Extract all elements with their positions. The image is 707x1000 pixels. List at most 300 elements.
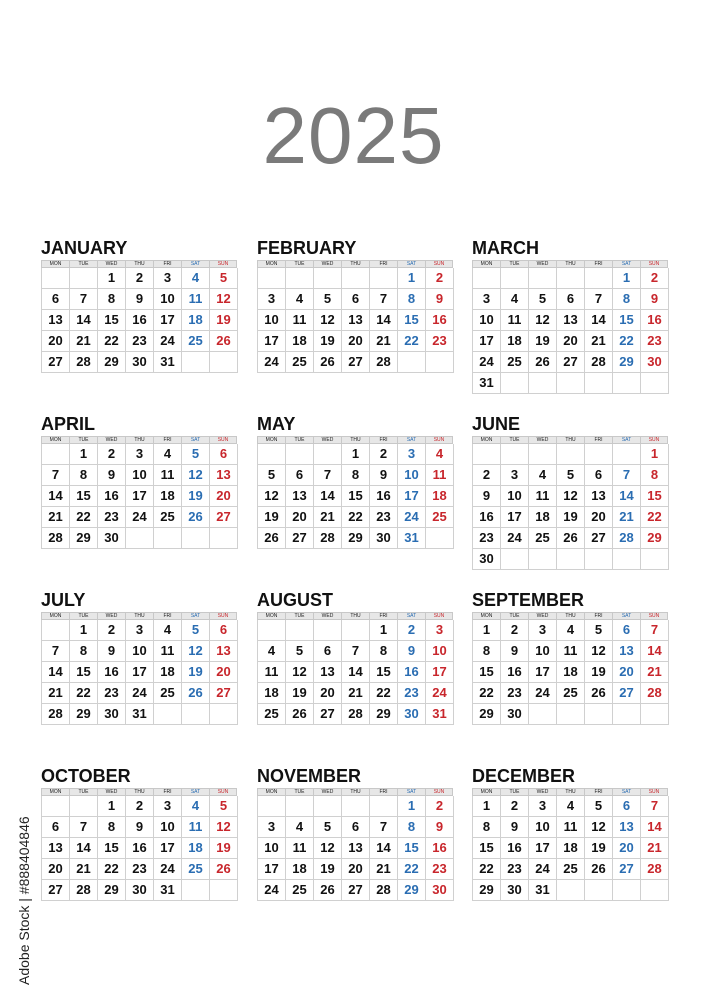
day-cell: 7 [370, 817, 398, 838]
weekday-thu: THU [556, 788, 584, 796]
day-cell: 19 [210, 838, 238, 859]
day-cell: 1 [613, 268, 641, 289]
month-name: JANUARY [41, 238, 128, 258]
day-cell: 29 [370, 704, 398, 725]
empty-cell [258, 796, 286, 817]
day-cell: 12 [585, 817, 613, 838]
day-grid [41, 796, 237, 901]
day-cell: 25 [557, 859, 585, 880]
day-cell: 17 [126, 486, 154, 507]
day-cell: 12 [258, 486, 286, 507]
day-cell: 14 [342, 662, 370, 683]
month-october [41, 765, 237, 901]
day-cell: 2 [98, 620, 126, 641]
empty-cell [258, 620, 286, 641]
weekday-sat: SAT [181, 788, 209, 796]
weekday-thu: THU [125, 788, 153, 796]
day-cell: 1 [70, 620, 98, 641]
day-cell: 6 [342, 817, 370, 838]
day-cell: 5 [585, 796, 613, 817]
day-cell: 5 [529, 289, 557, 310]
empty-cell [501, 549, 529, 570]
day-cell: 26 [258, 528, 286, 549]
day-cell: 25 [154, 683, 182, 704]
day-cell: 8 [473, 641, 501, 662]
day-cell: 3 [258, 817, 286, 838]
day-cell: 29 [98, 880, 126, 901]
month-name: MAY [257, 414, 296, 434]
day-cell: 6 [286, 465, 314, 486]
day-cell: 29 [98, 352, 126, 373]
weekday-sat: SAT [397, 260, 425, 268]
day-cell: 29 [70, 528, 98, 549]
weekday-mon: MON [472, 436, 500, 444]
weekday-mon: MON [41, 788, 69, 796]
empty-cell [286, 620, 314, 641]
day-cell: 30 [126, 880, 154, 901]
day-cell: 12 [585, 641, 613, 662]
day-cell: 3 [398, 444, 426, 465]
weekday-sun: SUN [425, 260, 453, 268]
day-cell: 6 [314, 641, 342, 662]
empty-cell [473, 444, 501, 465]
day-cell: 2 [126, 796, 154, 817]
day-cell: 15 [370, 662, 398, 683]
day-cell: 12 [182, 465, 210, 486]
weekday-tue: TUE [69, 788, 97, 796]
day-cell: 14 [70, 310, 98, 331]
day-cell: 27 [286, 528, 314, 549]
weekday-header [472, 612, 668, 620]
weekday-mon: MON [41, 436, 69, 444]
day-cell: 15 [613, 310, 641, 331]
day-cell: 5 [314, 817, 342, 838]
weekday-tue: TUE [69, 612, 97, 620]
day-cell: 16 [473, 507, 501, 528]
day-cell: 26 [210, 331, 238, 352]
month-may [257, 413, 453, 549]
weekday-tue: TUE [500, 260, 528, 268]
day-cell: 14 [42, 662, 70, 683]
day-cell: 20 [342, 331, 370, 352]
day-cell: 3 [154, 796, 182, 817]
day-cell: 21 [370, 859, 398, 880]
day-cell: 29 [613, 352, 641, 373]
weekday-sun: SUN [640, 260, 668, 268]
day-cell: 28 [70, 352, 98, 373]
day-cell: 7 [641, 796, 669, 817]
day-cell: 23 [126, 331, 154, 352]
empty-cell [258, 268, 286, 289]
month-name: APRIL [41, 414, 95, 434]
day-cell: 18 [501, 331, 529, 352]
empty-cell [501, 373, 529, 394]
day-cell: 16 [370, 486, 398, 507]
day-cell: 13 [342, 838, 370, 859]
weekday-fri: FRI [584, 260, 612, 268]
day-cell: 25 [258, 704, 286, 725]
day-cell: 27 [342, 880, 370, 901]
day-cell: 6 [210, 444, 238, 465]
day-cell: 11 [501, 310, 529, 331]
day-cell: 9 [426, 817, 454, 838]
empty-cell [342, 796, 370, 817]
empty-cell [529, 704, 557, 725]
day-cell: 6 [613, 620, 641, 641]
day-cell: 12 [314, 310, 342, 331]
day-cell: 26 [182, 507, 210, 528]
weekday-thu: THU [556, 436, 584, 444]
month-november [257, 765, 453, 901]
day-cell: 6 [210, 620, 238, 641]
day-cell: 17 [501, 507, 529, 528]
day-cell: 23 [126, 859, 154, 880]
month-february [257, 237, 453, 373]
day-cell: 21 [70, 331, 98, 352]
day-cell: 30 [126, 352, 154, 373]
day-grid [41, 268, 237, 373]
day-cell: 10 [126, 465, 154, 486]
day-cell: 9 [473, 486, 501, 507]
day-cell: 22 [473, 859, 501, 880]
month-name: FEBRUARY [257, 238, 357, 258]
day-cell: 20 [210, 662, 238, 683]
weekday-fri: FRI [369, 612, 397, 620]
month-name: AUGUST [257, 590, 333, 610]
day-cell: 3 [126, 620, 154, 641]
day-cell: 2 [501, 620, 529, 641]
day-cell: 24 [529, 859, 557, 880]
day-cell: 5 [210, 268, 238, 289]
day-cell: 28 [585, 352, 613, 373]
weekday-header [41, 788, 237, 796]
weekday-fri: FRI [584, 436, 612, 444]
day-cell: 5 [210, 796, 238, 817]
day-cell: 17 [258, 859, 286, 880]
day-cell: 7 [641, 620, 669, 641]
day-cell: 28 [314, 528, 342, 549]
weekday-wed: WED [528, 612, 556, 620]
day-cell: 23 [473, 528, 501, 549]
empty-cell [182, 528, 210, 549]
day-cell: 17 [258, 331, 286, 352]
day-cell: 18 [286, 859, 314, 880]
day-cell: 18 [154, 662, 182, 683]
day-cell: 10 [426, 641, 454, 662]
day-cell: 28 [613, 528, 641, 549]
weekday-mon: MON [257, 436, 285, 444]
day-cell: 8 [613, 289, 641, 310]
day-cell: 4 [286, 289, 314, 310]
weekday-wed: WED [528, 788, 556, 796]
day-cell: 14 [641, 817, 669, 838]
day-cell: 22 [98, 331, 126, 352]
day-cell: 22 [473, 683, 501, 704]
weekday-wed: WED [97, 612, 125, 620]
empty-cell [314, 796, 342, 817]
weekday-header [472, 436, 668, 444]
day-cell: 1 [398, 796, 426, 817]
day-cell: 16 [98, 486, 126, 507]
day-cell: 30 [501, 880, 529, 901]
day-cell: 15 [398, 310, 426, 331]
day-cell: 20 [42, 859, 70, 880]
empty-cell [370, 268, 398, 289]
empty-cell [210, 880, 238, 901]
weekday-fri: FRI [153, 260, 181, 268]
weekday-wed: WED [528, 436, 556, 444]
day-cell: 10 [398, 465, 426, 486]
weekday-wed: WED [313, 260, 341, 268]
day-cell: 18 [286, 331, 314, 352]
day-cell: 1 [370, 620, 398, 641]
weekday-thu: THU [125, 612, 153, 620]
day-cell: 30 [501, 704, 529, 725]
day-cell: 3 [529, 796, 557, 817]
day-cell: 2 [126, 268, 154, 289]
day-cell: 15 [473, 838, 501, 859]
day-cell: 18 [529, 507, 557, 528]
day-cell: 3 [501, 465, 529, 486]
empty-cell [613, 704, 641, 725]
weekday-sun: SUN [640, 788, 668, 796]
empty-cell [529, 373, 557, 394]
day-cell: 25 [154, 507, 182, 528]
day-cell: 19 [557, 507, 585, 528]
day-cell: 4 [501, 289, 529, 310]
day-cell: 13 [210, 465, 238, 486]
empty-cell [557, 444, 585, 465]
weekday-tue: TUE [500, 436, 528, 444]
empty-cell [210, 704, 238, 725]
day-cell: 29 [473, 880, 501, 901]
day-cell: 4 [557, 620, 585, 641]
month-name: JULY [41, 590, 86, 610]
day-cell: 18 [557, 838, 585, 859]
day-cell: 27 [557, 352, 585, 373]
day-cell: 12 [210, 289, 238, 310]
weekday-sat: SAT [397, 612, 425, 620]
weekday-fri: FRI [369, 260, 397, 268]
empty-cell [42, 444, 70, 465]
month-name: MARCH [472, 238, 539, 258]
weekday-sun: SUN [209, 612, 237, 620]
day-cell: 11 [154, 465, 182, 486]
day-cell: 12 [182, 641, 210, 662]
empty-cell [557, 704, 585, 725]
day-cell: 31 [473, 373, 501, 394]
day-cell: 17 [529, 838, 557, 859]
weekday-sat: SAT [397, 788, 425, 796]
day-cell: 21 [42, 683, 70, 704]
weekday-sat: SAT [181, 436, 209, 444]
day-cell: 29 [70, 704, 98, 725]
day-cell: 2 [398, 620, 426, 641]
day-cell: 24 [426, 683, 454, 704]
day-cell: 4 [258, 641, 286, 662]
day-cell: 19 [210, 310, 238, 331]
day-cell: 17 [426, 662, 454, 683]
empty-cell [585, 704, 613, 725]
weekday-mon: MON [257, 260, 285, 268]
day-cell: 7 [70, 817, 98, 838]
day-cell: 23 [426, 859, 454, 880]
day-cell: 30 [98, 528, 126, 549]
day-cell: 24 [126, 683, 154, 704]
day-cell: 17 [529, 662, 557, 683]
day-cell: 24 [529, 683, 557, 704]
day-cell: 19 [529, 331, 557, 352]
day-cell: 12 [286, 662, 314, 683]
day-cell: 29 [641, 528, 669, 549]
day-cell: 9 [501, 641, 529, 662]
empty-cell [641, 373, 669, 394]
month-name: NOVEMBER [257, 766, 362, 786]
day-cell: 16 [126, 310, 154, 331]
day-cell: 26 [210, 859, 238, 880]
day-cell: 27 [585, 528, 613, 549]
day-cell: 5 [182, 444, 210, 465]
day-cell: 21 [370, 331, 398, 352]
weekday-fri: FRI [369, 436, 397, 444]
empty-cell [314, 620, 342, 641]
day-cell: 7 [370, 289, 398, 310]
day-cell: 11 [529, 486, 557, 507]
day-cell: 17 [398, 486, 426, 507]
weekday-header [41, 260, 237, 268]
day-cell: 15 [398, 838, 426, 859]
day-cell: 18 [258, 683, 286, 704]
day-cell: 11 [426, 465, 454, 486]
weekday-wed: WED [313, 612, 341, 620]
day-cell: 16 [426, 310, 454, 331]
day-cell: 9 [98, 641, 126, 662]
weekday-wed: WED [313, 788, 341, 796]
weekday-tue: TUE [69, 436, 97, 444]
empty-cell [182, 880, 210, 901]
day-cell: 20 [342, 859, 370, 880]
day-cell: 4 [182, 268, 210, 289]
day-cell: 11 [258, 662, 286, 683]
day-cell: 13 [314, 662, 342, 683]
month-december [472, 765, 668, 901]
day-cell: 20 [42, 331, 70, 352]
day-cell: 13 [585, 486, 613, 507]
day-cell: 1 [473, 620, 501, 641]
day-cell: 1 [98, 796, 126, 817]
empty-cell [398, 352, 426, 373]
empty-cell [210, 352, 238, 373]
day-cell: 29 [473, 704, 501, 725]
day-cell: 7 [42, 641, 70, 662]
day-cell: 30 [426, 880, 454, 901]
month-march [472, 237, 668, 394]
weekday-sat: SAT [181, 612, 209, 620]
day-cell: 7 [70, 289, 98, 310]
day-cell: 8 [70, 641, 98, 662]
day-cell: 19 [585, 662, 613, 683]
day-cell: 24 [258, 880, 286, 901]
day-cell: 6 [613, 796, 641, 817]
day-cell: 13 [342, 310, 370, 331]
empty-cell [314, 444, 342, 465]
empty-cell [585, 268, 613, 289]
empty-cell [641, 704, 669, 725]
empty-cell [342, 620, 370, 641]
day-cell: 16 [641, 310, 669, 331]
day-cell: 29 [398, 880, 426, 901]
day-cell: 17 [154, 838, 182, 859]
day-cell: 3 [258, 289, 286, 310]
day-cell: 22 [370, 683, 398, 704]
day-cell: 11 [286, 838, 314, 859]
empty-cell [42, 268, 70, 289]
weekday-mon: MON [257, 788, 285, 796]
day-cell: 4 [529, 465, 557, 486]
day-cell: 14 [613, 486, 641, 507]
day-grid [472, 620, 668, 725]
empty-cell [473, 268, 501, 289]
weekday-sat: SAT [612, 436, 640, 444]
empty-cell [557, 373, 585, 394]
weekday-header [257, 436, 453, 444]
day-cell: 24 [473, 352, 501, 373]
day-cell: 10 [258, 310, 286, 331]
day-cell: 16 [501, 662, 529, 683]
month-name: DECEMBER [472, 766, 576, 786]
day-cell: 4 [557, 796, 585, 817]
day-cell: 19 [182, 486, 210, 507]
empty-cell [126, 528, 154, 549]
day-cell: 21 [42, 507, 70, 528]
day-cell: 10 [258, 838, 286, 859]
day-cell: 7 [42, 465, 70, 486]
day-cell: 5 [557, 465, 585, 486]
day-cell: 21 [70, 859, 98, 880]
day-cell: 25 [529, 528, 557, 549]
day-cell: 2 [426, 268, 454, 289]
day-cell: 27 [613, 683, 641, 704]
weekday-sat: SAT [397, 436, 425, 444]
month-name: SEPTEMBER [472, 590, 585, 610]
day-cell: 15 [473, 662, 501, 683]
day-cell: 23 [98, 507, 126, 528]
weekday-header [257, 612, 453, 620]
empty-cell [286, 796, 314, 817]
weekday-mon: MON [41, 260, 69, 268]
day-cell: 3 [126, 444, 154, 465]
day-cell: 4 [154, 444, 182, 465]
day-cell: 11 [557, 817, 585, 838]
stock-credit-text: Adobe Stock | #888404846 [16, 816, 32, 985]
day-cell: 26 [314, 352, 342, 373]
day-cell: 27 [314, 704, 342, 725]
day-cell: 22 [342, 507, 370, 528]
empty-cell [70, 268, 98, 289]
day-cell: 25 [286, 880, 314, 901]
weekday-header [41, 436, 237, 444]
day-cell: 1 [398, 268, 426, 289]
day-cell: 1 [98, 268, 126, 289]
day-cell: 10 [154, 289, 182, 310]
weekday-sun: SUN [640, 436, 668, 444]
empty-cell [182, 352, 210, 373]
stock-credit [14, 755, 34, 985]
day-cell: 14 [585, 310, 613, 331]
empty-cell [426, 352, 454, 373]
day-cell: 10 [529, 641, 557, 662]
day-cell: 6 [42, 817, 70, 838]
